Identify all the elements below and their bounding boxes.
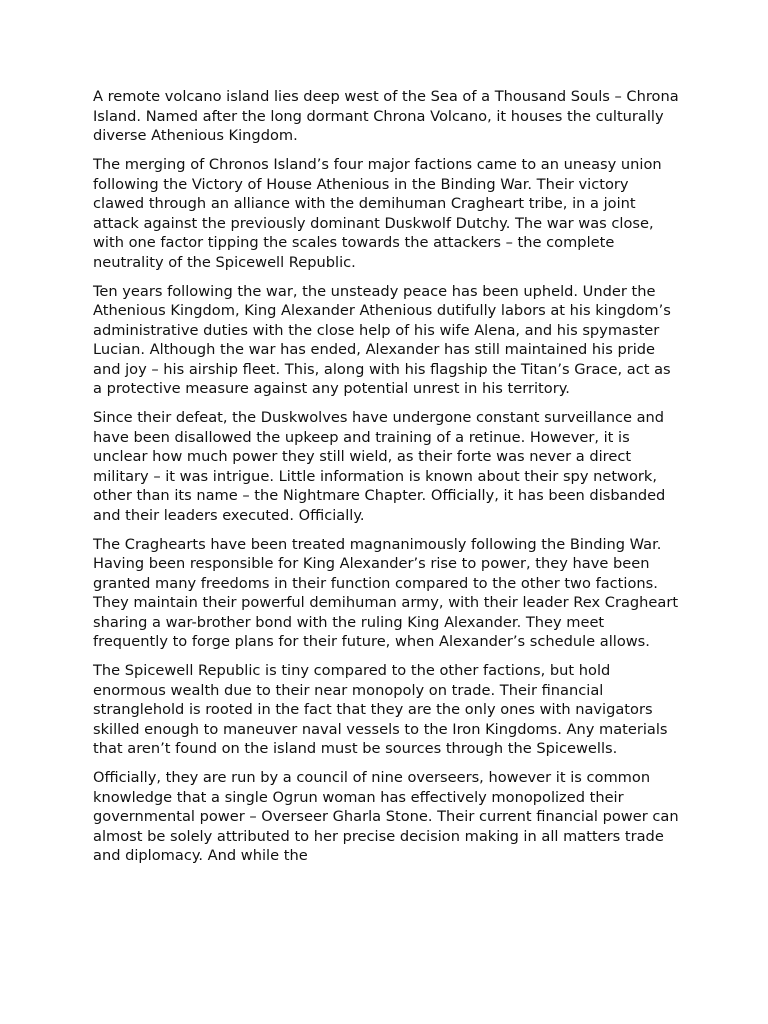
document-page [93, 87, 683, 875]
paragraph-athenious-kingdom: Ten years following the war, the unsteady peace has been upheld. Under the Athenious Kingdom, King Alexander Athenious dutifully labors at his kingdom’s administrative duties with the close help of his wife Alena, and his spymaster Lucian. Although the war has ended, Alexander has still maintained his pride and joy – his airship fleet. This, along with his flagship the Titan’s Grace, act as a protective measure against any potential unrest in his territory. [93, 282, 671, 397]
paragraph-spicewell-republic: The Spicewell Republic is tiny compared to the other factions, but hold enormous wealth due to their near monopoly on trade. Their financial stranglehold is rooted in the fact that they are the only ones with navigators skilled enough to maneuver naval vessels to the Iron Kingdoms. Any materials that aren’t found on the island must be sources through the Spicewells. [93, 662, 668, 757]
paragraph-overseers: Officially, they are run by a council of nine overseers, however it is common knowledge that a single Ogrun woman has effectively monopolized their governmental power – Overseer Gharla Stone. Their current financial power can almost be solely attributed to her precise decision making in all matters trade and diplomacy. And while the [93, 769, 679, 864]
paragraph-duskwolves: Since their defeat, the Duskwolves have undergone constant surveillance and have been disallowed the upkeep and training of a retinue. However, it is unclear how much power they still wield, as their forte was never a direct military – it was intrigue. Little information is known about their spy network, other than its name – the Nightmare Chapter. Officially, it has been disbanded and their leaders executed. Officially. [93, 409, 666, 524]
paragraph-craghearts: The Craghearts have been treated magnanimously following the Binding War. Having been responsible for King Alexander’s rise to power, they have been granted many freedoms in their function compared to the other two factions. They maintain their powerful demihuman army, with their leader Rex Cragheart sharing a war-brother bond with the ruling King Alexander. They meet frequently to forge plans for their future, when Alexander’s schedule allows. [93, 535, 679, 650]
paragraph-chrona-island: A remote volcano island lies deep west of the Sea of a Thousand Souls – Chrona Island. Named after the long dormant Chrona Volcano, it houses the culturally diverse Athenious Kingdom. [93, 88, 679, 144]
paragraph-binding-war: The merging of Chronos Island’s four major factions came to an uneasy union following the Victory of House Athenious in the Binding War. Their victory clawed through an alliance with the demihuman Cragheart tribe, in a joint attack against the previously dominant Duskwolf Dutchy. The war was close, with one factor tipping the scales towards the attackers – the complete neutrality of the Spicewell Republic. [93, 156, 662, 271]
